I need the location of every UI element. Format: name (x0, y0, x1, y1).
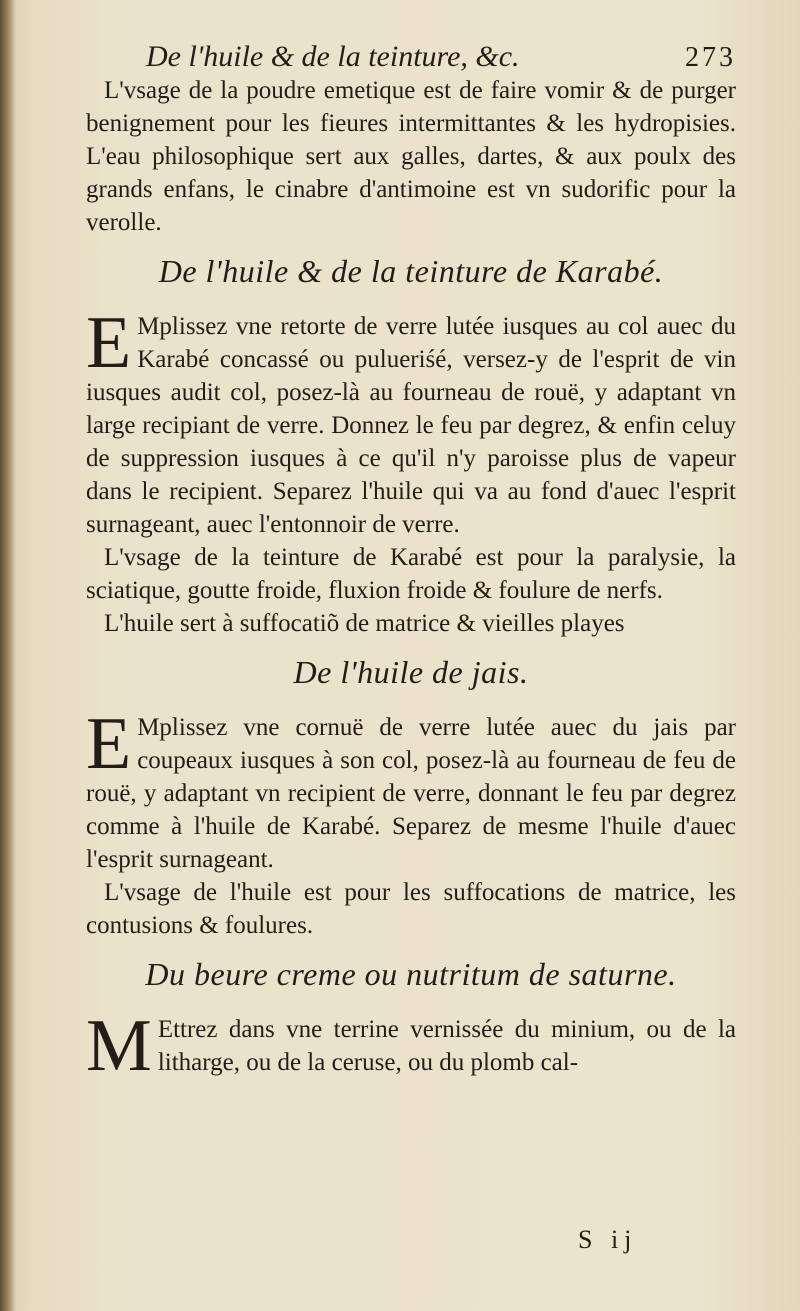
section-heading-saturne: Du beure creme ou nutritum de saturne. (145, 956, 677, 992)
page-number: 273 (685, 42, 736, 73)
text-block (86, 40, 736, 1087)
running-title: De l'huile & de la teinture, &c. (146, 40, 520, 73)
section-heading-jais: De l'huile de jais. (293, 654, 529, 690)
drop-cap: M (86, 1005, 152, 1087)
section-body-karabe (86, 302, 736, 541)
running-head (86, 40, 736, 74)
section-heading-karabe: De l'huile & de la teinture de Karabé. (158, 253, 664, 289)
paragraph: L'huile sert à suffocatiõ de matrice & vieilles playes (104, 610, 625, 637)
drop-cap: E (86, 703, 132, 785)
section-body-saturne (86, 1005, 736, 1087)
paragraph: L'vsage de l'huile est pour les suffocations de matrice, les contusions & foulures. (86, 879, 736, 939)
section-lead-text: Mplissez vne retorte de verre lutée iusques au col auec du Karabé concassé ou pulueriśé, versez-y de l'esprit de vin iusques audit col, posez-là au fourneau de rouë, y adaptant vn large recipiant de verre. Donnez le feu par degrez, & enfin celuy de suppression iusques à ce qu'il n'y paroisse plus de vapeur dans le recipient. Separez l'huile qui va au fond d'auec l'esprit surnageant, auec l'entonnoir de verre. (86, 313, 736, 538)
intro-paragraph: L'vsage de la poudre emetique est de faire vomir & de purger benignement pour les fieures intermittantes & les hydropisies. L'eau philosophique sert aux galles, dartes, & aux poulx des grands enfans, le cinabre d'antimoine est vn sudorific pour la verolle. (86, 77, 736, 236)
section-body-jais (86, 703, 736, 876)
drop-cap: E (86, 302, 132, 384)
book-spine-shadow (0, 0, 16, 1311)
signature-mark: S ij (578, 1225, 638, 1254)
section-lead-text: Ettrez dans vne terrine vernissée du minium, ou de la litharge, ou de la ceruse, ou du plomb cal- (157, 1016, 736, 1076)
section-lead-text: Mplissez vne cornuë de verre lutée auec du jais par coupeaux iusques à son col, posez-là au fourneau de feu de rouë, y adaptant vn recipient de verre, donnant le feu par degrez comme à l'huile de Karabé. Separez de mesme l'huile d'auec l'esprit surnageant. (86, 714, 736, 873)
paragraph: L'vsage de la teinture de Karabé est pour la paralysie, la sciatique, goutte froide, fluxion froide & foulure de nerfs. (86, 544, 736, 604)
